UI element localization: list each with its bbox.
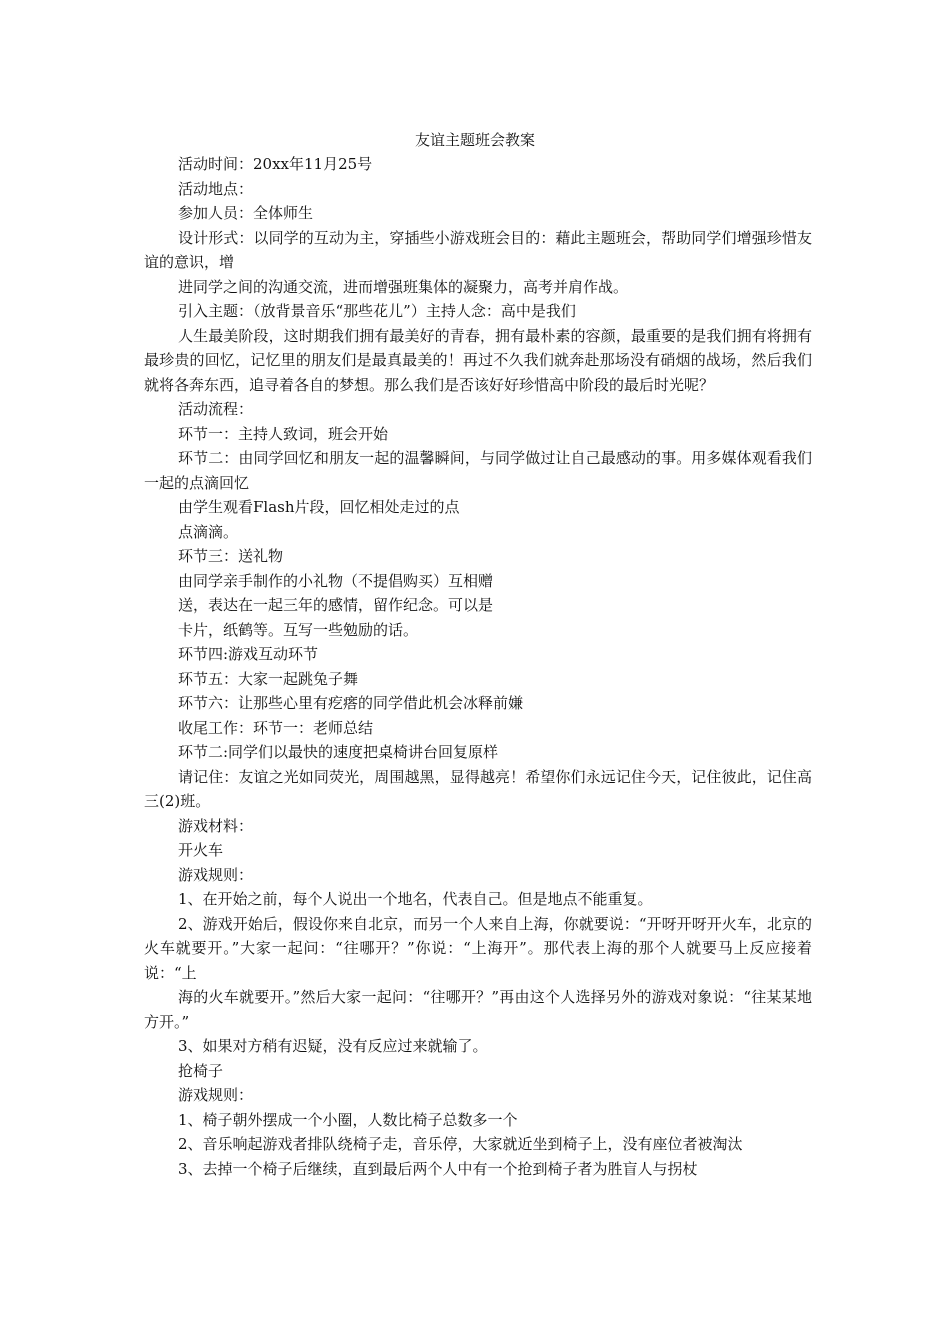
paragraph: 2、游戏开始后，假设你来自北京，而另一个人来自上海，你就要说：“开呀开呀开火车，北京的火车就要开。”大家一起问：“往哪开？”你说：“上海开”。那代表上海的那个人就要马上反应接着说：“上 (144, 914, 812, 982)
document-title: 友谊主题班会教案 (414, 131, 535, 149)
paragraph: 环节五：大家一起跳兔子舞 (178, 669, 359, 688)
paragraph: 由同学亲手制作的小礼物（不提倡购买）互相赠 (178, 571, 494, 590)
paragraph: 卡片，纸鹤等。互写一些勉励的话。 (178, 620, 419, 639)
paragraph: 人生最美阶段，这时期我们拥有最美好的青春，拥有最朴素的容颜，最重要的是我们拥有将拥有最珍贵的回忆，记忆里的朋友们是最真最美的！再过不久我们就奔赴那场没有硝烟的战场，然后我们就将各奔东西，追寻着各自的梦想。那么我们是否该好好珍惜高中阶段的最后时光呢？ (144, 326, 812, 394)
paragraph: 由学生观看Flash片段，回忆相处走过的点 (178, 498, 460, 516)
paragraph: 游戏规则： (178, 1086, 254, 1104)
paragraph: 活动流程： (178, 400, 254, 418)
paragraph: 环节二：由同学回忆和朋友一起的温馨瞬间，与同学做过让自己最感动的事。用多媒体观看我们一起的点滴回忆 (144, 449, 812, 492)
paragraph: 引入主题：（放背景音乐“那些花儿”）主持人念：高中是我们 (178, 302, 576, 320)
paragraph: 进同学之间的沟通交流，进而增强班集体的凝聚力，高考并肩作战。 (178, 277, 629, 296)
paragraph: 游戏材料： (178, 816, 254, 835)
paragraph: 环节三：送礼物 (178, 547, 284, 565)
paragraph: 环节四:游戏互动环节 (178, 645, 319, 663)
paragraph: 1、椅子朝外摆成一个小圈，人数比椅子总数多一个 (178, 1110, 518, 1129)
paragraph: 请记住：友谊之光如同荧光，周围越黑，显得越亮！希望你们永远记住今天，记住彼此，记住高三(2)班。 (144, 767, 812, 810)
paragraph: 1、在开始之前，每个人说出一个地名，代表自己。但是地点不能重复。 (178, 890, 653, 908)
paragraph: 3、去掉一个椅子后继续，直到最后两个人中有一个抢到椅子者为胜盲人与拐杖 (178, 1159, 698, 1178)
paragraph: 收尾工作：环节一：老师总结 (178, 718, 374, 737)
paragraph: 开火车 (178, 841, 224, 859)
document-body (144, 152, 812, 1181)
paragraph: 抢椅子 (178, 1061, 224, 1080)
paragraph: 活动时间：20xx年11月25号 (178, 155, 373, 173)
paragraph: 2、音乐响起游戏者排队绕椅子走，音乐停，大家就近坐到椅子上，没有座位者被淘汰 (178, 1135, 743, 1153)
paragraph: 点滴滴。 (178, 522, 239, 541)
paragraph: 环节二:同学们以最快的速度把桌椅讲台回复原样 (178, 743, 499, 761)
paragraph: 游戏规则： (178, 865, 254, 884)
paragraph: 设计形式：以同学的互动为主，穿插些小游戏班会目的：藉此主题班会，帮助同学们增强珍惜友谊的意识，增 (144, 228, 812, 271)
paragraph: 环节一：主持人致词，班会开始 (178, 424, 389, 443)
paragraph: 活动地点： (178, 179, 254, 198)
paragraph: 送，表达在一起三年的感情，留作纪念。可以是 (178, 596, 494, 614)
paragraph: 海的火车就要开。”然后大家一起问：“往哪开？”再由这个人选择另外的游戏对象说：“往某某地方开。” (144, 988, 812, 1031)
paragraph: 参加人员：全体师生 (178, 204, 314, 222)
paragraph: 3、如果对方稍有迟疑，没有反应过来就输了。 (178, 1037, 488, 1055)
paragraph: 环节六：让那些心里有疙瘩的同学借此机会冰释前嫌 (178, 694, 524, 712)
